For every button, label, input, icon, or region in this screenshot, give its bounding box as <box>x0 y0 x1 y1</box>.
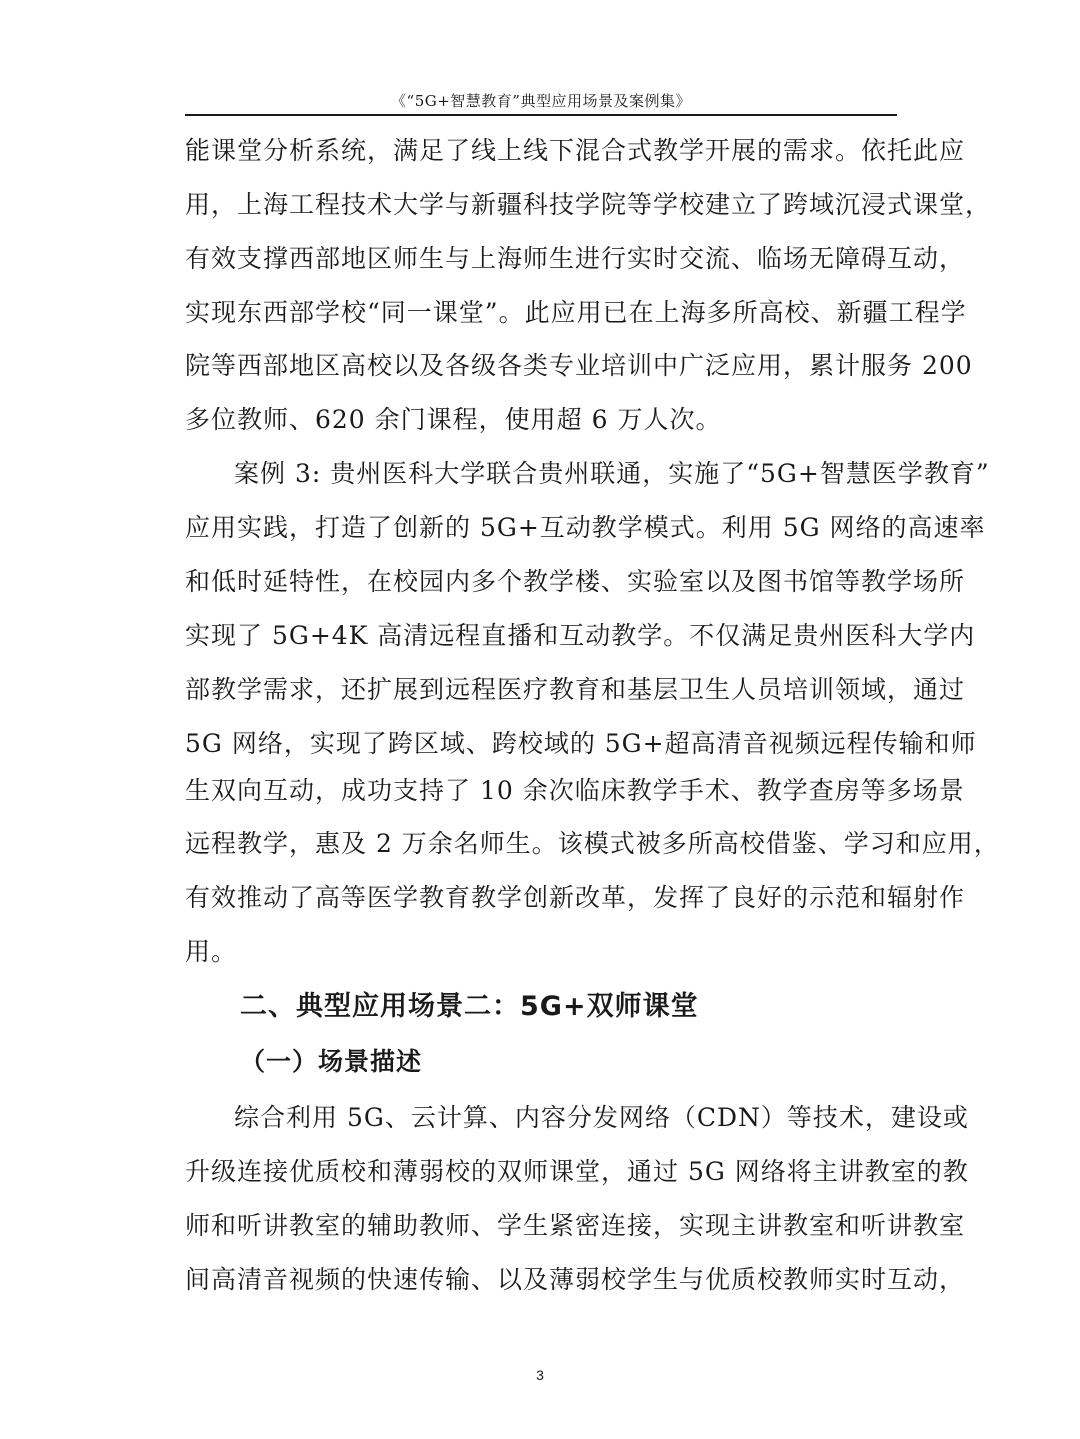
body-line: 有效推动了高等医学教育教学创新改革，发挥了良好的示范和辐射作 <box>185 883 966 912</box>
body-line: 综合利用 5G、云计算、内容分发网络（CDN）等技术，建设或 <box>234 1103 969 1132</box>
body-line: 升级连接优质校和薄弱校的双师课堂，通过 5G 网络将主讲教室的教 <box>185 1157 969 1186</box>
body-line: 有效支撑西部地区师生与上海师生进行实时交流、临场无障碍互动， <box>185 244 966 273</box>
body-line: 院等西部地区高校以及各级各类专业培训中广泛应用，累计服务 200 <box>185 351 973 380</box>
body-line: 远程教学，惠及 2 万余名师生。该模式被多所高校借鉴、学习和应用， <box>185 829 1000 858</box>
body-line: 生双向互动，成功支持了 10 余次临床教学手术、教学查房等多场景 <box>185 776 965 805</box>
body-line: 间高清音视频的快速传输、以及薄弱校学生与优质校教师实时互动， <box>185 1265 966 1294</box>
body-line: 5G 网络，实现了跨区域、跨校域的 5G+超高清音视频远程传输和师 <box>185 729 977 758</box>
body-line: 师和听讲教室的辅助教师、学生紧密连接，实现主讲教室和听讲教室 <box>185 1211 966 1240</box>
body-line: 能课堂分析系统，满足了线上线下混合式教学开展的需求。依托此应 <box>185 136 966 165</box>
body-line: 应用实践，打造了创新的 5G+互动教学模式。利用 5G 网络的高速率 <box>185 513 986 542</box>
subsection-heading: （一）场景描述 <box>240 1047 423 1076</box>
running-header: 《“5G+智慧教育”典型应用场景及案例集》 <box>391 92 691 110</box>
body-line: 多位教师、620 余门课程，使用超 6 万人次。 <box>185 405 722 434</box>
page-number: 3 <box>536 1367 544 1383</box>
header-divider <box>185 114 897 116</box>
body-line: 实现了 5G+4K 高清远程直播和互动教学。不仅满足贵州医科大学内 <box>185 621 976 650</box>
body-line: 和低时延特性，在校园内多个教学楼、实验室以及图书馆等教学场所 <box>185 567 966 596</box>
body-line: 部教学需求，还扩展到远程医疗教育和基层卫生人员培训领域，通过 <box>185 675 966 704</box>
body-line: 用，上海工程技术大学与新疆科技学院等学校建立了跨域沉浸式课堂， <box>185 190 992 219</box>
body-line: 实现东西部学校“同一课堂”。此应用已在上海多所高校、新疆工程学 <box>185 298 967 327</box>
body-line: 案例 3: 贵州医科大学联合贵州联通，实施了“5G+智慧医学教育” <box>234 459 990 488</box>
body-line: 用。 <box>185 937 238 966</box>
section-heading: 二、典型应用场景二：5G+双师课堂 <box>240 991 699 1022</box>
